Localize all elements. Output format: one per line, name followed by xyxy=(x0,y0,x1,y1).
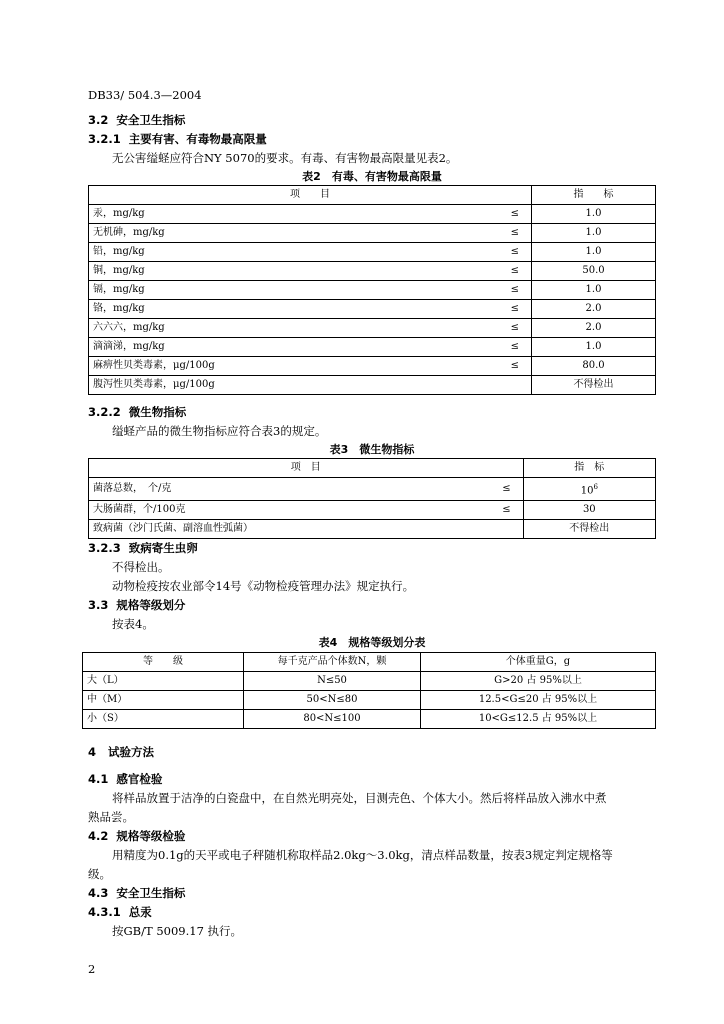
section-title: 规格等级检验 xyxy=(116,829,186,843)
section-4-2-paragraph-line-1: 用精度为0.1g的天平或电子秤随机称取样品2.0kg～3.0kg，清点样品数量，按表3规定判定规格等 xyxy=(112,848,613,862)
table4-caption: 表4 规格等级划分表 xyxy=(318,636,426,649)
symbol-cell: ≤ xyxy=(257,281,532,300)
table-header-row xyxy=(89,459,656,478)
table2-caption: 表2 有毒、有害物最高限量 xyxy=(302,170,442,183)
table-header-row xyxy=(89,186,656,205)
section-title: 试验方法 xyxy=(108,745,155,759)
section-3-2-3-paragraph-2: 动物检疫按农业部令14号《动物检疫管理办法》规定执行。 xyxy=(112,579,415,593)
section-4-1-heading xyxy=(88,771,162,787)
section-number: 4.2 xyxy=(88,829,109,843)
section-3-2-2-heading xyxy=(88,404,186,420)
value-cell xyxy=(523,478,655,501)
section-3-2-3-paragraph-1: 不得检出。 xyxy=(112,560,170,574)
section-number: 3.3 xyxy=(88,598,109,612)
table-row xyxy=(89,501,656,520)
table-row xyxy=(89,224,656,243)
table-row xyxy=(89,520,656,539)
section-number: 3.2 xyxy=(88,113,109,127)
column-header-item: 项 目 xyxy=(89,186,532,205)
item-cell: 汞，mg/kg xyxy=(89,205,258,224)
item-cell: 麻痹性贝类毒素，μg/100g xyxy=(89,357,258,376)
grade-cell: 大（L） xyxy=(83,672,244,691)
table4 xyxy=(82,652,656,729)
table-row xyxy=(89,357,656,376)
value-base: 10 xyxy=(580,485,594,497)
section-number: 3.2.3 xyxy=(88,541,121,555)
symbol-cell: ≤ xyxy=(257,300,532,319)
section-4-1-paragraph-line-1: 将样品放置于洁净的白瓷盘中，在自然光明亮处，目测壳色、个体大小。然后将样品放入沸水中煮 xyxy=(112,791,607,805)
count-cell: 80<N≤100 xyxy=(244,710,421,729)
count-cell: N≤50 xyxy=(244,672,421,691)
section-title: 主要有害、有毒物最高限量 xyxy=(128,132,267,146)
section-title: 微生物指标 xyxy=(128,405,187,419)
section-title: 感官检验 xyxy=(116,772,163,786)
section-number: 4 xyxy=(88,745,97,759)
table-row xyxy=(89,478,656,501)
section-number: 4.1 xyxy=(88,772,109,786)
column-header-weight: 个体重量G，g xyxy=(421,653,656,672)
section-title: 安全卫生指标 xyxy=(116,113,186,127)
table-row xyxy=(89,243,656,262)
value-cell: 1.0 xyxy=(532,281,656,300)
value-cell: 不得检出 xyxy=(523,520,655,539)
item-cell: 铜，mg/kg xyxy=(89,262,258,281)
item-cell: 铬，mg/kg xyxy=(89,300,258,319)
column-header-grade: 等 级 xyxy=(83,653,244,672)
table-row xyxy=(89,281,656,300)
symbol-cell: ≤ xyxy=(257,357,532,376)
item-cell: 铅，mg/kg xyxy=(89,243,258,262)
section-4-heading xyxy=(88,744,154,760)
value-cell: 2.0 xyxy=(532,300,656,319)
column-header-value: 指 标 xyxy=(532,186,656,205)
table2 xyxy=(88,185,656,395)
section-4-3-1-heading xyxy=(88,904,152,920)
symbol-cell: ≤ xyxy=(257,478,523,501)
section-number: 4.3.1 xyxy=(88,905,121,919)
value-cell: 2.0 xyxy=(532,319,656,338)
item-cell: 无机砷，mg/kg xyxy=(89,224,258,243)
section-3-2-1-heading xyxy=(88,131,267,147)
item-cell: 六六六，mg/kg xyxy=(89,319,258,338)
table-row xyxy=(89,300,656,319)
symbol-cell: ≤ xyxy=(257,501,523,520)
section-3-3-heading xyxy=(88,597,185,613)
item-cell: 腹泻性贝类毒素，μg/100g xyxy=(89,376,258,395)
column-header-value: 指 标 xyxy=(523,459,655,478)
value-exponent: 6 xyxy=(593,483,598,491)
column-header-item: 项 目 xyxy=(89,459,524,478)
symbol-cell xyxy=(257,520,523,539)
section-3-2-1-paragraph: 无公害缢蛏应符合NY 5070的要求。有毒、有害物最高限量见表2。 xyxy=(112,151,458,165)
page-number: 2 xyxy=(88,962,96,976)
value-cell: 30 xyxy=(523,501,655,520)
item-cell: 菌落总数， 个/克 xyxy=(89,478,258,501)
doc-code: DB33/ 504.3—2004 xyxy=(88,88,202,102)
section-3-2-2-paragraph: 缢蛏产品的微生物指标应符合表3的规定。 xyxy=(112,424,327,438)
symbol-cell: ≤ xyxy=(257,262,532,281)
symbol-cell xyxy=(257,376,532,395)
table3 xyxy=(88,458,656,539)
weight-cell: 10<G≤12.5 占 95%以上 xyxy=(421,710,656,729)
value-cell: 1.0 xyxy=(532,338,656,357)
symbol-cell: ≤ xyxy=(257,224,532,243)
section-title: 安全卫生指标 xyxy=(116,886,186,900)
section-number: 4.3 xyxy=(88,886,109,900)
value-cell: 1.0 xyxy=(532,205,656,224)
item-cell: 大肠菌群，个/100克 xyxy=(89,501,258,520)
value-cell: 80.0 xyxy=(532,357,656,376)
value-cell: 1.0 xyxy=(532,224,656,243)
table-row xyxy=(83,691,656,710)
grade-cell: 中（M） xyxy=(83,691,244,710)
table3-caption: 表3 微生物指标 xyxy=(329,443,415,456)
table-row xyxy=(89,376,656,395)
section-4-1-paragraph-line-2: 熟品尝。 xyxy=(88,810,134,824)
section-number: 3.2.2 xyxy=(88,405,121,419)
section-3-2-3-heading xyxy=(88,540,198,556)
table-header-row xyxy=(83,653,656,672)
weight-cell: G>20 占 95%以上 xyxy=(421,672,656,691)
section-4-2-paragraph-line-2: 级。 xyxy=(88,867,111,881)
value-cell: 不得检出 xyxy=(532,376,656,395)
grade-cell: 小（S） xyxy=(83,710,244,729)
symbol-cell: ≤ xyxy=(257,243,532,262)
table-row xyxy=(89,262,656,281)
weight-cell: 12.5<G≤20 占 95%以上 xyxy=(421,691,656,710)
table-row xyxy=(89,319,656,338)
table-row xyxy=(89,205,656,224)
symbol-cell: ≤ xyxy=(257,205,532,224)
symbol-cell: ≤ xyxy=(257,338,532,357)
value-cell: 1.0 xyxy=(532,243,656,262)
item-cell: 致病菌（沙门氏菌、副溶血性弧菌） xyxy=(89,520,258,539)
section-3-2-heading xyxy=(88,112,185,128)
table-row xyxy=(83,710,656,729)
table-row xyxy=(83,672,656,691)
section-title: 规格等级划分 xyxy=(116,598,186,612)
column-header-count: 每千克产品个体数N，颗 xyxy=(244,653,421,672)
section-number: 3.2.1 xyxy=(88,132,121,146)
section-4-3-heading xyxy=(88,885,185,901)
section-4-3-1-paragraph: 按GB/T 5009.17 执行。 xyxy=(112,924,243,938)
item-cell: 镉，mg/kg xyxy=(89,281,258,300)
item-cell: 滴滴涕，mg/kg xyxy=(89,338,258,357)
table-row xyxy=(89,338,656,357)
count-cell: 50<N≤80 xyxy=(244,691,421,710)
section-title: 总汞 xyxy=(128,905,152,919)
section-title: 致病寄生虫卵 xyxy=(128,541,198,555)
symbol-cell: ≤ xyxy=(257,319,532,338)
section-4-2-heading xyxy=(88,828,185,844)
section-3-3-paragraph: 按表4。 xyxy=(112,617,154,631)
value-cell: 50.0 xyxy=(532,262,656,281)
